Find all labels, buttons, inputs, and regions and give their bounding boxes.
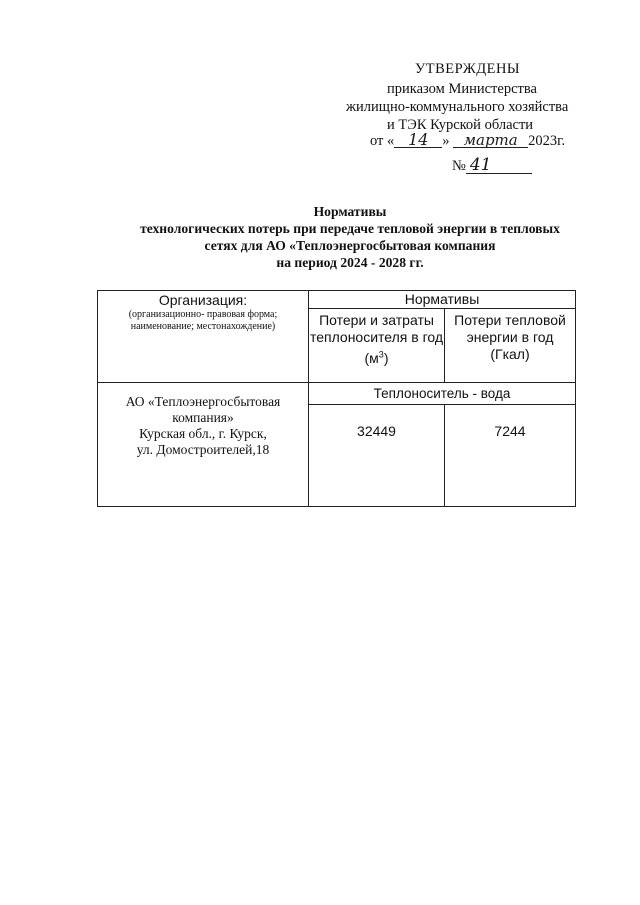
org-address-line-1: Курская обл., г. Курск, [139, 426, 267, 441]
approval-number [452, 155, 532, 175]
carrier-row [98, 383, 576, 405]
date-day-handwritten: 14 [394, 133, 442, 148]
title-line-2: технологических потерь при передаче тепловой энергии в тепловых [140, 221, 560, 236]
carrier-cell [309, 383, 576, 405]
title-line-3: сетях для АО «Теплоэнергосбытовая компания [204, 238, 496, 253]
org-name-cell [98, 383, 309, 507]
date-quote-close: » [442, 133, 450, 149]
table-header-row [98, 291, 576, 309]
org-header-sublabel: (организационно- правовая форма; наименование; местонахождение) [128, 309, 278, 332]
carrier-loss-value-cell [309, 404, 445, 506]
order-number-handwritten: 41 [466, 158, 532, 174]
approval-heading: УТВЕРЖДЕНЫ [415, 61, 521, 77]
title-line-1: Нормативы [313, 204, 387, 219]
date-prefix: от « [370, 133, 395, 149]
date-year: 2023г. [528, 133, 566, 149]
heat-loss-header-cell [445, 309, 576, 383]
heat-loss-value: 7244 [494, 422, 526, 439]
number-sign: № [452, 158, 466, 174]
org-header-label: Организация: [158, 292, 248, 308]
norms-header-cell [309, 291, 576, 309]
org-header-cell [98, 291, 309, 383]
heat-loss-header: Потери тепловой энергии в год (Гкал) [454, 312, 566, 363]
carrier-loss-value: 32449 [357, 422, 396, 439]
approval-order-line: приказом Министерства [387, 81, 537, 97]
org-name-line-2: компания» [172, 410, 234, 425]
heat-loss-value-cell [445, 404, 576, 506]
title-line-4: на период 2024 - 2028 гг. [276, 255, 424, 270]
document-title [100, 203, 600, 271]
approval-ministry-line: жилищно-коммунального хозяйства [346, 99, 569, 115]
carrier-loss-header: Потери и затраты теплоносителя в год $(м^3)$ [309, 312, 444, 367]
org-name-line-1: АО «Теплоэнергосбытовая [125, 394, 281, 409]
date-month-handwritten: марта [453, 133, 528, 148]
approval-region-line: и ТЭК Курской области [387, 117, 534, 133]
carrier-label: Теплоноситель - вода [373, 386, 511, 401]
approval-date [370, 130, 566, 150]
org-address-line-2: ул. Домостроителей,18 [136, 442, 270, 457]
norms-table [97, 290, 576, 507]
norms-header-label: Нормативы [404, 291, 480, 307]
carrier-loss-header-cell [309, 309, 445, 383]
